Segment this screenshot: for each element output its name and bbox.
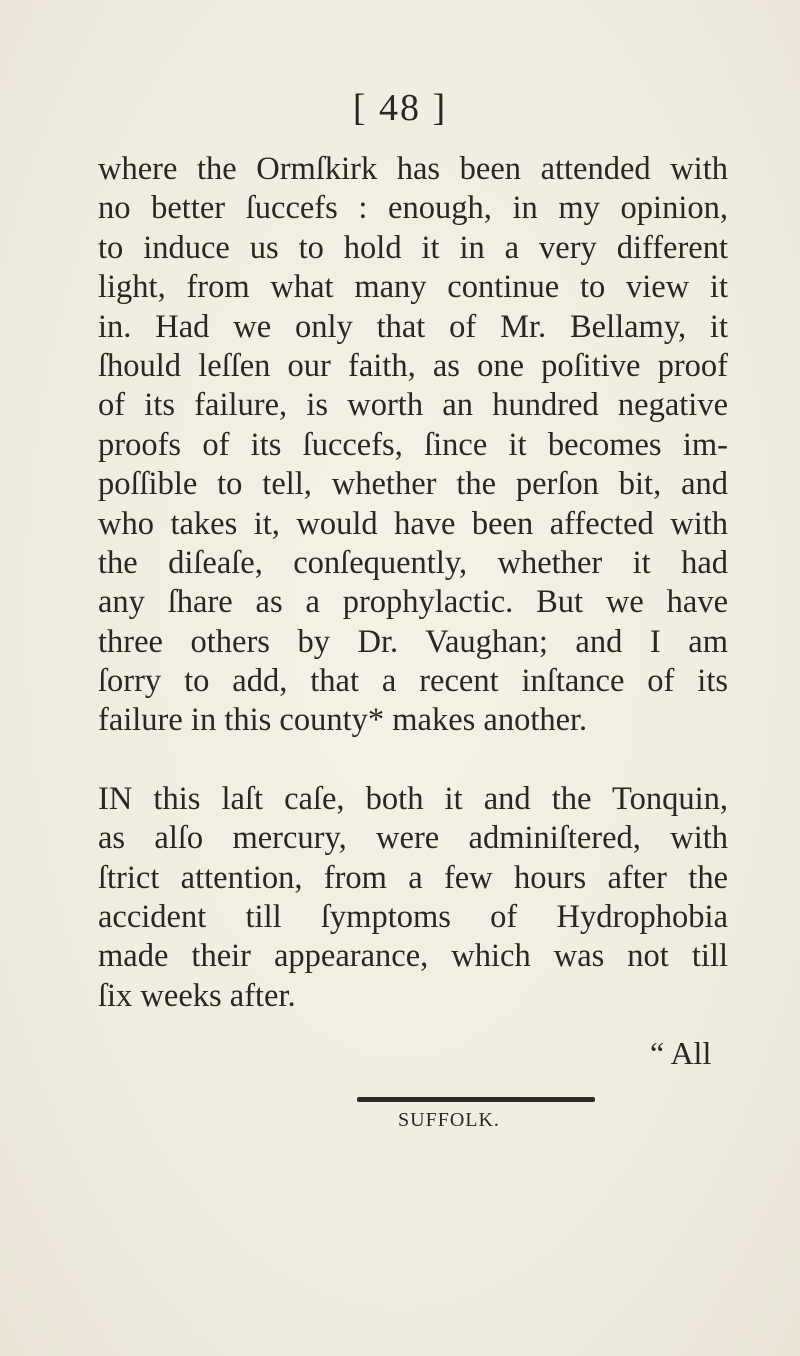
text-line: in. Had we only that of Mr. Bellamy, it [98,308,728,345]
page-number: [ 48 ] [352,87,448,129]
text-line: light, from what many continue to view it [98,269,728,306]
text-line: ſix weeks after. [98,977,296,1014]
paragraph-gap [98,741,728,780]
text-line: IN this laſt caſe, both it and the Tonquin, [98,780,728,817]
text-line: ſorry to add, that a recent inſtance of its [98,663,728,700]
text-line: accident till ſymptoms of Hydrophobia [98,899,728,936]
text-line: to induce us to hold it in a very different [98,229,728,266]
text-line: who takes it, would have been affected with [98,505,728,542]
text-line: ſtrict attention, from a few hours after the [98,859,728,896]
paragraph-1 [98,150,728,741]
text-line: where the Ormſkirk has been attended with [98,151,728,187]
catchword: “ All [650,1035,712,1071]
text-line: of its failure, is worth an hundred negative [98,387,728,424]
text-line: any ſhare as a prophylactic. But we have [98,584,728,621]
text-line: no better ſuccefs : enough, in my opinion, [98,190,728,227]
text-line: proofs of its ſuccefs, ſince it becomes im- [98,426,728,463]
footnote-rule [357,1097,595,1102]
body-text [98,150,728,1016]
text-line: three others by Dr. Vaughan; and I am [98,623,728,660]
footnote: SUFFOLK. [398,1109,500,1131]
text-line: as alſo mercury, were adminiſtered, with [98,820,728,857]
text-line: ſhould leſſen our faith, as one poſitive proof [98,347,728,384]
text-line: failure in this county* makes another. [98,702,588,739]
paragraph-2 [98,780,728,1016]
text-line: poſſible to tell, whether the perſon bit, and [98,466,728,503]
text-line: made their appearance, which was not till [98,938,728,975]
text-line: the diſeaſe, conſequently, whether it had [98,544,728,581]
